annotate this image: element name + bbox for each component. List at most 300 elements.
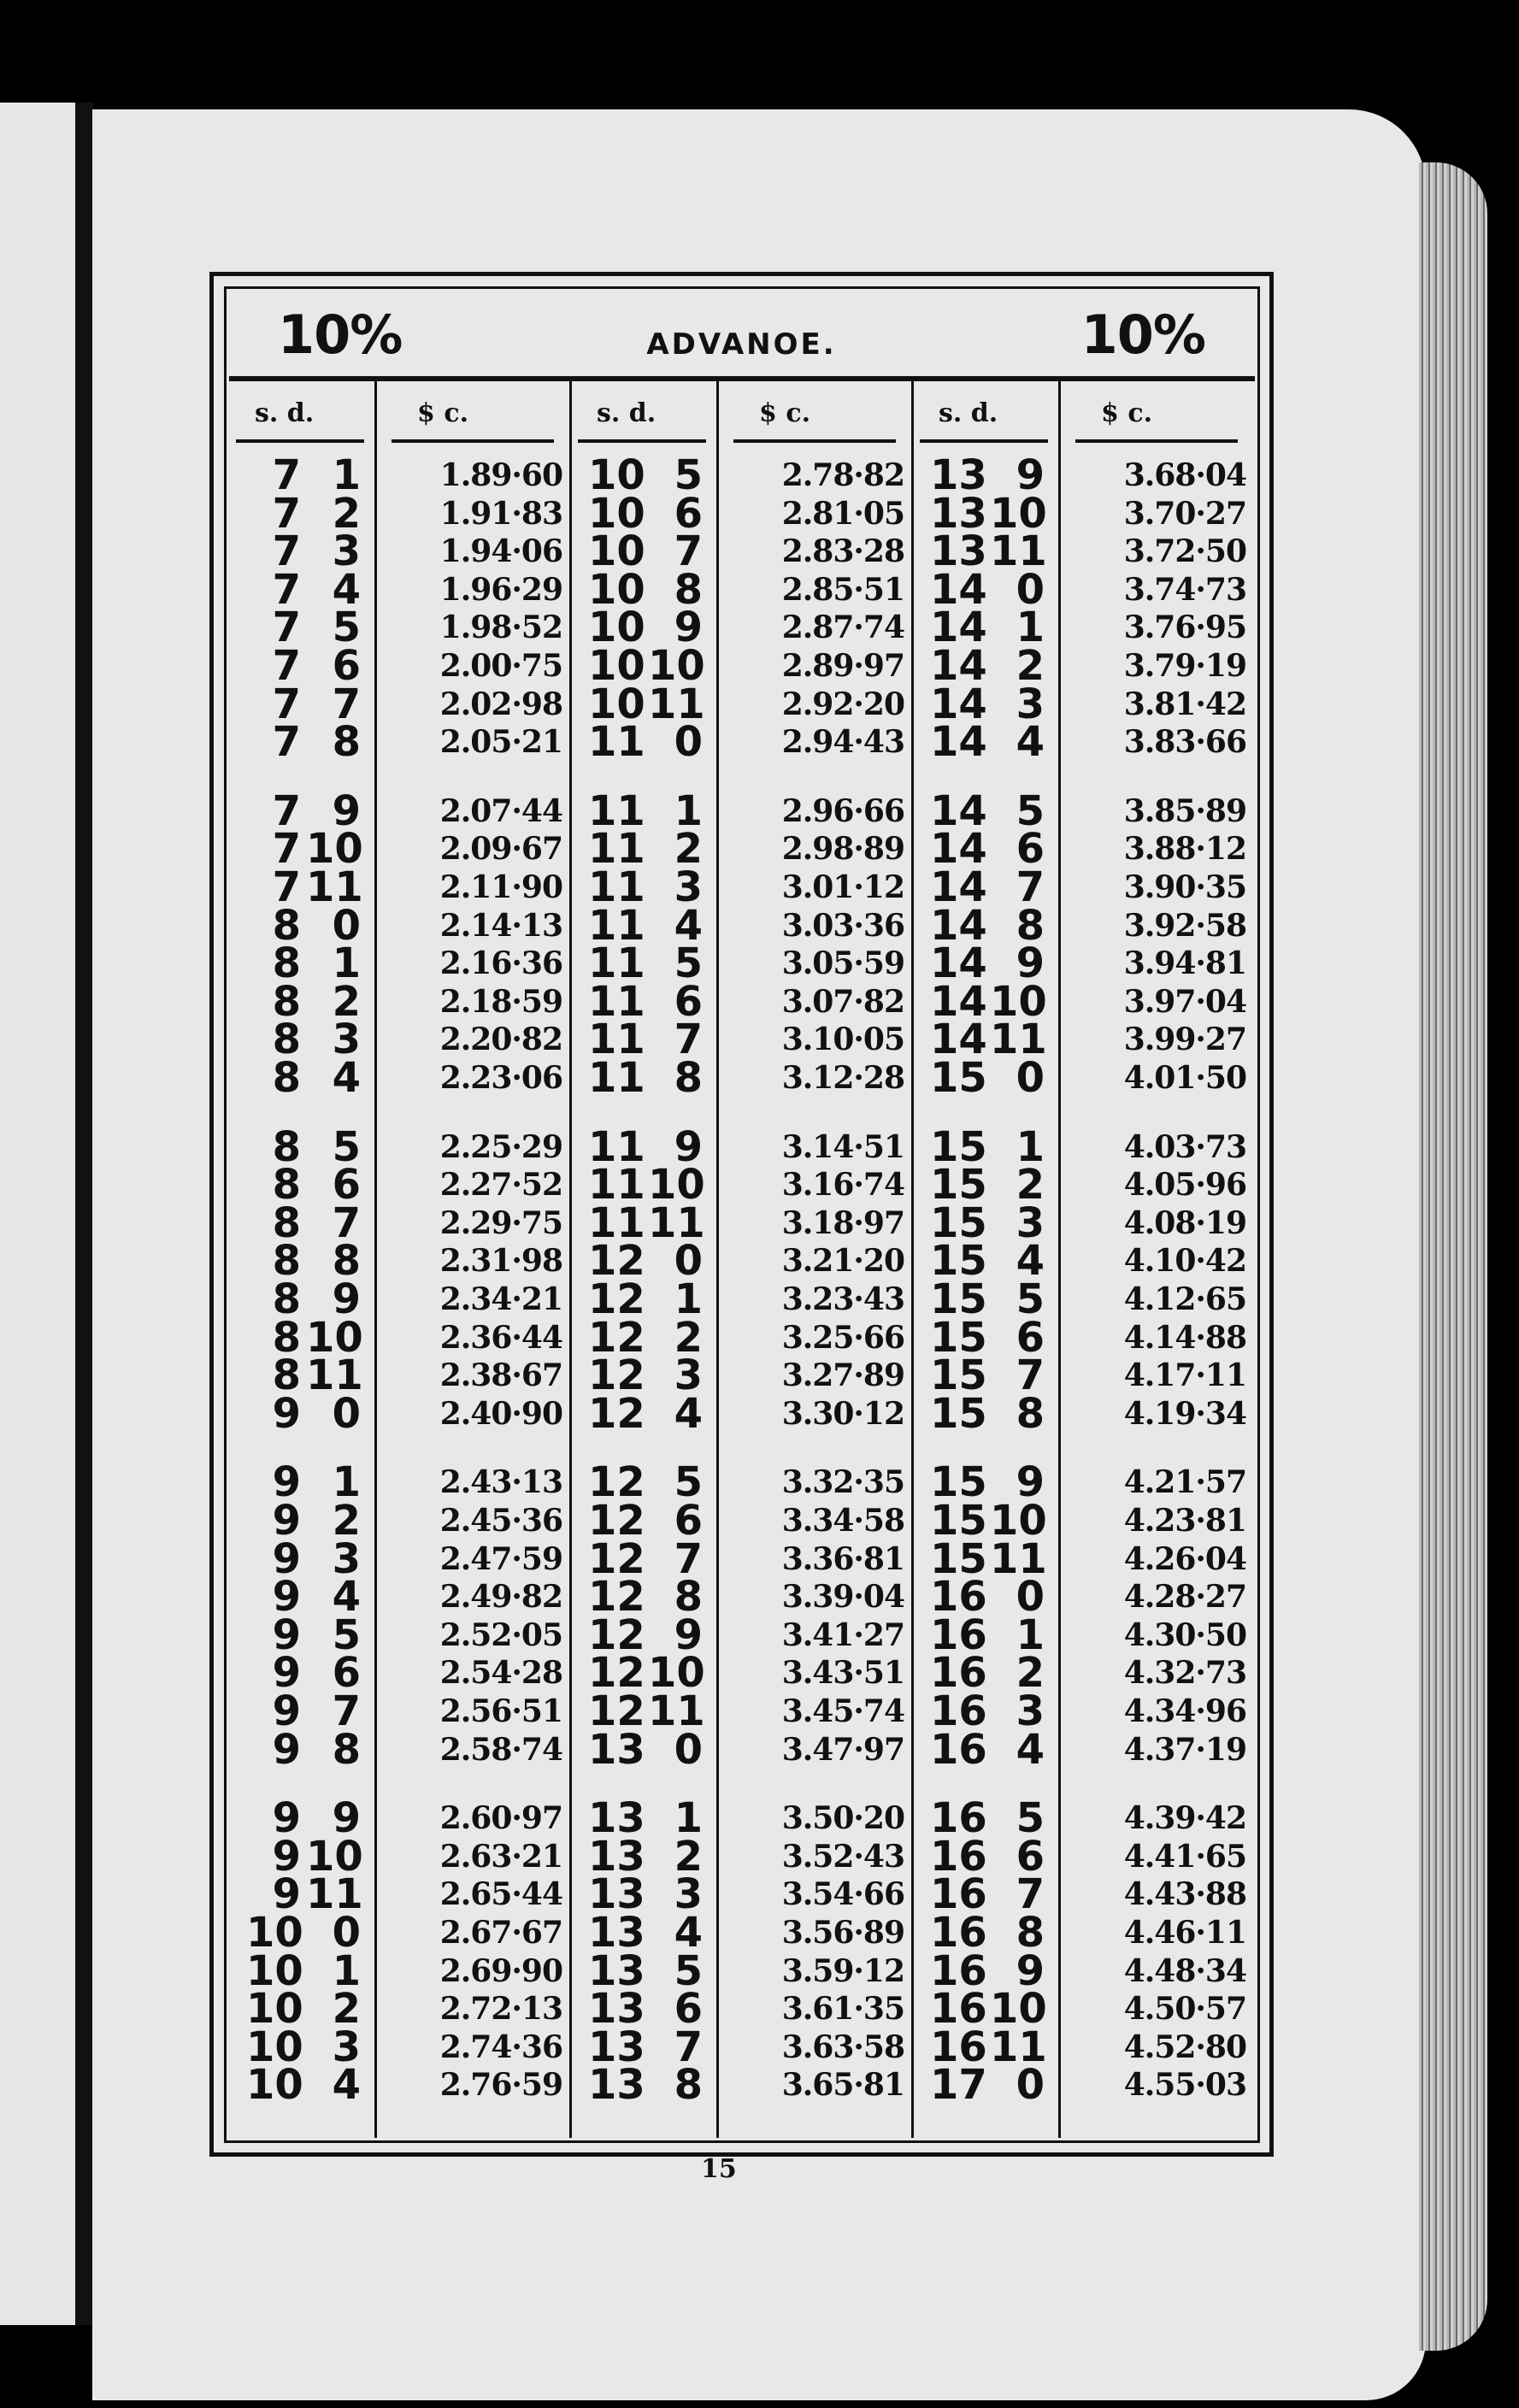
pence-cell: 6 — [1016, 1832, 1045, 1881]
table-row — [229, 939, 1255, 988]
header-rule — [392, 439, 554, 443]
table-row — [229, 1389, 1255, 1438]
pence-cell: 8 — [674, 2061, 703, 2110]
dollars-cents-cell: 2.36·44 — [439, 1319, 562, 1356]
dollars-cents-cell: 4.50·57 — [1123, 1991, 1246, 2028]
pence-cell: 6 — [332, 1649, 361, 1698]
shillings-cell: 7 — [272, 718, 301, 767]
pence-cell: 11 — [990, 527, 1047, 576]
pence-cell: 4 — [674, 1909, 703, 1957]
left-page-edge — [0, 103, 75, 2325]
pence-cell: 3 — [1016, 1687, 1045, 1735]
pence-cell: 3 — [674, 1351, 703, 1400]
table-row — [229, 1351, 1255, 1400]
shillings-cell: 7 — [272, 451, 301, 499]
pence-cell: 8 — [332, 1725, 361, 1774]
dollars-cents-cell: 3.01·12 — [781, 869, 904, 905]
table-row — [229, 1946, 1255, 1995]
pence-cell: 4 — [674, 1389, 703, 1438]
dollars-cents-cell: 3.34·58 — [781, 1503, 904, 1539]
dollars-cents-cell: 3.72·50 — [1123, 533, 1246, 570]
pence-cell: 7 — [674, 527, 703, 576]
shillings-cell: 11 — [588, 1054, 645, 1102]
dollars-cents-cell: 2.63·21 — [439, 1838, 562, 1875]
dollars-cents-cell: 2.60·97 — [439, 1800, 562, 1837]
dollars-cents-cell: 4.41·65 — [1123, 1838, 1246, 1875]
pence-cell: 1 — [674, 1275, 703, 1323]
shillings-cell: 13 — [588, 1946, 645, 1995]
dollars-cents-cell: 1.89·60 — [439, 457, 562, 493]
dollars-cents-cell: 3.25·66 — [781, 1319, 904, 1356]
dollars-cents-cell: 3.16·74 — [781, 1167, 904, 1204]
pence-cell: 4 — [332, 565, 361, 614]
dollars-cents-cell: 4.01·50 — [1123, 1060, 1246, 1096]
dollars-cents-cell: 2.92·20 — [781, 686, 904, 722]
pence-cell: 5 — [1016, 786, 1045, 835]
table-row — [229, 1054, 1255, 1102]
shillings-cell: 10 — [246, 1909, 303, 1957]
shillings-cell: 7 — [272, 825, 301, 874]
shillings-cell: 8 — [272, 1054, 301, 1102]
pence-cell: 3 — [332, 1534, 361, 1583]
header-dollars-cents: $ c. — [417, 398, 469, 428]
pence-cell: 6 — [1016, 1313, 1045, 1362]
dollars-cents-cell: 4.37·19 — [1123, 1731, 1246, 1768]
dollars-cents-cell: 3.92·58 — [1123, 907, 1246, 944]
table-row — [229, 1832, 1255, 1881]
table-row — [229, 977, 1255, 1026]
pence-cell: 8 — [1016, 1909, 1045, 1957]
pence-cell: 2 — [674, 825, 703, 874]
dollars-cents-cell: 3.94·81 — [1123, 945, 1246, 982]
pence-cell: 9 — [1016, 939, 1045, 988]
pence-cell: 7 — [674, 2022, 703, 2071]
pence-cell: 10 — [990, 1985, 1047, 2034]
dollars-cents-cell: 3.59·12 — [781, 1952, 904, 1989]
pence-cell: 5 — [674, 451, 703, 499]
table-row — [229, 1161, 1255, 1210]
dollars-cents-cell: 4.17·11 — [1123, 1357, 1246, 1394]
shillings-cell: 10 — [588, 680, 645, 728]
pence-cell: 4 — [332, 1573, 361, 1622]
shillings-cell: 12 — [588, 1351, 645, 1400]
dollars-cents-cell: 1.98·52 — [439, 609, 562, 646]
dollars-cents-cell: 3.83·66 — [1123, 724, 1246, 761]
shillings-cell: 16 — [930, 1725, 987, 1774]
table-row — [229, 1275, 1255, 1323]
pence-cell: 1 — [674, 1794, 703, 1843]
dollars-cents-cell: 4.26·04 — [1123, 1540, 1246, 1577]
header-dollars-cents: $ c. — [1101, 398, 1153, 428]
shillings-cell: 15 — [930, 1198, 987, 1247]
pence-cell: 11 — [990, 1534, 1047, 1583]
pence-cell: 6 — [1016, 825, 1045, 874]
shillings-cell: 11 — [588, 1016, 645, 1064]
dollars-cents-cell: 2.05·21 — [439, 724, 562, 761]
pence-cell: 6 — [674, 977, 703, 1026]
shillings-cell: 15 — [930, 1389, 987, 1438]
shillings-cell: 14 — [930, 977, 987, 1026]
dollars-cents-cell: 3.52·43 — [781, 1838, 904, 1875]
dollars-cents-cell: 2.81·05 — [781, 495, 904, 532]
dollars-cents-cell: 2.20·82 — [439, 1021, 562, 1058]
dollars-cents-cell: 3.61·35 — [781, 1991, 904, 2028]
pence-cell: 11 — [648, 680, 705, 728]
shillings-cell: 8 — [272, 1351, 301, 1400]
shillings-cell: 11 — [588, 939, 645, 988]
pence-cell: 1 — [332, 451, 361, 499]
dollars-cents-cell: 2.00·75 — [439, 648, 562, 684]
pence-cell: 3 — [332, 1016, 361, 1064]
shillings-cell: 9 — [272, 1725, 301, 1774]
pence-cell: 8 — [674, 565, 703, 614]
shillings-cell: 9 — [272, 1497, 301, 1545]
dollars-cents-cell: 4.28·27 — [1123, 1579, 1246, 1616]
dollars-cents-cell: 2.16·36 — [439, 945, 562, 982]
pence-cell: 6 — [674, 1497, 703, 1545]
dollars-cents-cell: 3.27·89 — [781, 1357, 904, 1394]
dollars-cents-cell: 4.23·81 — [1123, 1503, 1246, 1539]
shillings-cell: 8 — [272, 1313, 301, 1362]
shillings-cell: 7 — [272, 489, 301, 538]
shillings-cell: 8 — [272, 1237, 301, 1286]
pence-cell: 6 — [674, 1985, 703, 2034]
shillings-cell: 9 — [272, 1534, 301, 1583]
shillings-cell: 13 — [588, 1725, 645, 1774]
pence-cell: 10 — [648, 642, 705, 690]
shillings-cell: 15 — [930, 1275, 987, 1323]
pence-cell: 8 — [1016, 901, 1045, 950]
pence-cell: 7 — [674, 1016, 703, 1064]
dollars-cents-cell: 2.72·13 — [439, 1991, 562, 2028]
shillings-cell: 12 — [588, 1610, 645, 1659]
header-rule — [920, 439, 1048, 443]
table-row — [229, 1534, 1255, 1583]
dollars-cents-cell: 3.81·42 — [1123, 686, 1246, 722]
dollars-cents-cell: 4.08·19 — [1123, 1204, 1246, 1241]
shillings-cell: 17 — [930, 2061, 987, 2110]
shillings-cell: 11 — [588, 977, 645, 1026]
dollars-cents-cell: 2.87·74 — [781, 609, 904, 646]
dollars-cents-cell: 3.30·12 — [781, 1395, 904, 1432]
dollars-cents-cell: 3.47·97 — [781, 1731, 904, 1768]
table-row — [229, 1497, 1255, 1545]
table-row — [229, 527, 1255, 576]
pence-cell: 9 — [332, 1794, 361, 1843]
shillings-cell: 10 — [588, 565, 645, 614]
pence-cell: 11 — [306, 863, 363, 911]
shillings-cell: 15 — [930, 1351, 987, 1400]
shillings-cell: 7 — [272, 680, 301, 728]
shillings-cell: 12 — [588, 1389, 645, 1438]
dollars-cents-cell: 3.43·51 — [781, 1655, 904, 1692]
pence-cell: 8 — [332, 718, 361, 767]
pence-cell: 10 — [990, 1497, 1047, 1545]
dollars-cents-cell: 3.50·20 — [781, 1800, 904, 1837]
shillings-cell: 9 — [272, 1794, 301, 1843]
table-row — [229, 2061, 1255, 2110]
dollars-cents-cell: 4.32·73 — [1123, 1655, 1246, 1692]
shillings-cell: 16 — [930, 1909, 987, 1957]
dollars-cents-cell: 2.49·82 — [439, 1579, 562, 1616]
dollars-cents-cell: 2.78·82 — [781, 457, 904, 493]
shillings-cell: 12 — [588, 1237, 645, 1286]
pence-cell: 7 — [674, 1534, 703, 1583]
shillings-cell: 15 — [930, 1313, 987, 1362]
pence-cell: 5 — [332, 1122, 361, 1171]
dollars-cents-cell: 2.23·06 — [439, 1060, 562, 1096]
shillings-cell: 13 — [588, 1832, 645, 1881]
table-row — [229, 1909, 1255, 1957]
shillings-cell: 11 — [588, 1198, 645, 1247]
shillings-cell: 13 — [588, 1794, 645, 1843]
pence-cell: 4 — [332, 1054, 361, 1102]
table-row — [229, 1198, 1255, 1247]
dollars-cents-cell: 2.14·13 — [439, 907, 562, 944]
dollars-cents-cell: 4.43·88 — [1123, 1876, 1246, 1913]
shillings-cell: 15 — [930, 1497, 987, 1545]
pence-cell: 9 — [1016, 451, 1045, 499]
shillings-cell: 16 — [930, 1985, 987, 2034]
dollars-cents-cell: 3.21·20 — [781, 1243, 904, 1280]
shillings-cell: 8 — [272, 1122, 301, 1171]
pence-cell: 6 — [674, 489, 703, 538]
dollars-cents-cell: 2.56·51 — [439, 1693, 562, 1729]
dollars-cents-cell: 1.96·29 — [439, 571, 562, 608]
pence-cell: 9 — [674, 603, 703, 652]
dollars-cents-cell: 2.07·44 — [439, 792, 562, 829]
pence-cell: 6 — [332, 1161, 361, 1210]
dollars-cents-cell: 2.76·59 — [439, 2067, 562, 2104]
dollars-cents-cell: 2.58·74 — [439, 1731, 562, 1768]
dollars-cents-cell: 1.94·06 — [439, 533, 562, 570]
table-row — [229, 1237, 1255, 1286]
conversion-table — [229, 381, 1255, 2138]
dollars-cents-cell: 4.03·73 — [1123, 1128, 1246, 1165]
pence-cell: 9 — [674, 1610, 703, 1659]
shillings-cell: 9 — [272, 1458, 301, 1507]
pence-cell: 11 — [306, 1351, 363, 1400]
dollars-cents-cell: 4.55·03 — [1123, 2067, 1246, 2104]
pence-cell: 9 — [332, 786, 361, 835]
dollars-cents-cell: 4.05·96 — [1123, 1167, 1246, 1204]
dollars-cents-cell: 4.48·34 — [1123, 1952, 1246, 1989]
table-row — [229, 642, 1255, 690]
pence-cell: 5 — [332, 603, 361, 652]
table-row — [229, 786, 1255, 835]
shillings-cell: 14 — [930, 603, 987, 652]
table-row — [229, 1313, 1255, 1362]
dollars-cents-cell: 3.79·19 — [1123, 648, 1246, 684]
pence-cell: 5 — [1016, 1275, 1045, 1323]
dollars-cents-cell: 4.34·96 — [1123, 1693, 1246, 1729]
page-edges — [1419, 162, 1487, 2351]
shillings-cell: 8 — [272, 901, 301, 950]
shillings-cell: 12 — [588, 1573, 645, 1622]
shillings-cell: 12 — [588, 1649, 645, 1698]
pence-cell: 11 — [306, 1870, 363, 1919]
pence-cell: 0 — [674, 718, 703, 767]
pence-cell: 1 — [332, 1946, 361, 1995]
header-shillings-pence: s. d. — [597, 398, 656, 428]
dollars-cents-cell: 3.99·27 — [1123, 1021, 1246, 1058]
shillings-cell: 7 — [272, 565, 301, 614]
pence-cell: 0 — [674, 1725, 703, 1774]
pence-cell: 3 — [674, 863, 703, 911]
pence-cell: 5 — [332, 1610, 361, 1659]
pence-cell: 7 — [332, 1198, 361, 1247]
pence-cell: 1 — [332, 939, 361, 988]
dollars-cents-cell: 3.76·95 — [1123, 609, 1246, 646]
dollars-cents-cell: 3.56·89 — [781, 1915, 904, 1951]
percent-right: 10% — [1080, 303, 1205, 366]
pence-cell: 8 — [674, 1573, 703, 1622]
shillings-cell: 12 — [588, 1313, 645, 1362]
shillings-cell: 10 — [588, 527, 645, 576]
dollars-cents-cell: 1.91·83 — [439, 495, 562, 532]
shillings-cell: 16 — [930, 1687, 987, 1735]
pence-cell: 9 — [1016, 1946, 1045, 1995]
pence-cell: 8 — [1016, 1389, 1045, 1438]
shillings-cell: 10 — [588, 489, 645, 538]
dollars-cents-cell: 2.38·67 — [439, 1357, 562, 1394]
pence-cell: 10 — [306, 825, 363, 874]
dollars-cents-cell: 3.65·81 — [781, 2067, 904, 2104]
shillings-cell: 8 — [272, 977, 301, 1026]
pence-cell: 5 — [674, 1946, 703, 1995]
pence-cell: 2 — [674, 1832, 703, 1881]
pence-cell: 0 — [332, 1909, 361, 1957]
shillings-cell: 15 — [930, 1237, 987, 1286]
pence-cell: 0 — [1016, 1054, 1045, 1102]
table-row — [229, 1573, 1255, 1622]
table-row — [229, 565, 1255, 614]
pence-cell: 5 — [1016, 1794, 1045, 1843]
shillings-cell: 10 — [246, 2061, 303, 2110]
shillings-cell: 9 — [272, 1832, 301, 1881]
table-row — [229, 901, 1255, 950]
pence-cell: 4 — [1016, 1237, 1045, 1286]
dollars-cents-cell: 3.41·27 — [781, 1616, 904, 1653]
pence-cell: 2 — [1016, 1161, 1045, 1210]
pence-cell: 1 — [1016, 1610, 1045, 1659]
pence-cell: 2 — [332, 489, 361, 538]
pence-cell: 10 — [990, 977, 1047, 1026]
pence-cell: 0 — [1016, 2061, 1045, 2110]
dollars-cents-cell: 3.54·66 — [781, 1876, 904, 1913]
pence-cell: 0 — [674, 1237, 703, 1286]
shillings-cell: 7 — [272, 527, 301, 576]
table-row — [229, 1687, 1255, 1735]
header-shillings-pence: s. d. — [939, 398, 998, 428]
shillings-cell: 7 — [272, 603, 301, 652]
dollars-cents-cell: 2.67·67 — [439, 1915, 562, 1951]
shillings-cell: 16 — [930, 1794, 987, 1843]
shillings-cell: 16 — [930, 1832, 987, 1881]
pence-cell: 3 — [1016, 680, 1045, 728]
header-shillings-pence: s. d. — [255, 398, 315, 428]
shillings-cell: 11 — [588, 901, 645, 950]
shillings-cell: 14 — [930, 901, 987, 950]
dollars-cents-cell: 3.90·35 — [1123, 869, 1246, 905]
pence-cell: 7 — [1016, 863, 1045, 911]
shillings-cell: 16 — [930, 1649, 987, 1698]
pence-cell: 10 — [648, 1161, 705, 1210]
shillings-cell: 10 — [246, 1946, 303, 1995]
book-spine — [75, 103, 94, 2325]
shillings-cell: 8 — [272, 1275, 301, 1323]
table-row — [229, 1794, 1255, 1843]
dollars-cents-cell: 3.03·36 — [781, 907, 904, 944]
pence-cell: 1 — [674, 786, 703, 835]
table-row — [229, 1870, 1255, 1919]
pence-cell: 7 — [1016, 1870, 1045, 1919]
dollars-cents-cell: 3.12·28 — [781, 1060, 904, 1096]
pence-cell: 11 — [990, 1016, 1047, 1064]
shillings-cell: 12 — [588, 1497, 645, 1545]
shillings-cell: 15 — [930, 1054, 987, 1102]
shillings-cell: 14 — [930, 680, 987, 728]
shillings-cell: 9 — [272, 1573, 301, 1622]
shillings-cell: 8 — [272, 1161, 301, 1210]
shillings-cell: 12 — [588, 1687, 645, 1735]
dollars-cents-cell: 3.05·59 — [781, 945, 904, 982]
shillings-cell: 16 — [930, 1573, 987, 1622]
shillings-cell: 16 — [930, 1870, 987, 1919]
pence-cell: 3 — [674, 1870, 703, 1919]
shillings-cell: 14 — [930, 863, 987, 911]
dollars-cents-cell: 3.88·12 — [1123, 831, 1246, 868]
dollars-cents-cell: 2.45·36 — [439, 1503, 562, 1539]
shillings-cell: 10 — [588, 603, 645, 652]
pence-cell: 2 — [332, 977, 361, 1026]
table-row — [229, 489, 1255, 538]
dollars-cents-cell: 3.07·82 — [781, 983, 904, 1020]
pence-cell: 4 — [674, 901, 703, 950]
percent-left: 10% — [278, 303, 403, 366]
dollars-cents-cell: 4.52·80 — [1123, 2028, 1246, 2065]
shillings-cell: 16 — [930, 2022, 987, 2071]
dollars-cents-cell: 3.68·04 — [1123, 457, 1246, 493]
table-row — [229, 718, 1255, 767]
pence-cell: 7 — [332, 680, 361, 728]
shillings-cell: 16 — [930, 1946, 987, 1995]
dollars-cents-cell: 2.74·36 — [439, 2028, 562, 2065]
table-row — [229, 825, 1255, 874]
pence-cell: 9 — [674, 1122, 703, 1171]
shillings-cell: 13 — [588, 2022, 645, 2071]
dollars-cents-cell: 2.54·28 — [439, 1655, 562, 1692]
pence-cell: 11 — [648, 1198, 705, 1247]
shillings-cell: 13 — [588, 1985, 645, 2034]
dollars-cents-cell: 3.36·81 — [781, 1540, 904, 1577]
dollars-cents-cell: 2.52·05 — [439, 1616, 562, 1653]
shillings-cell: 12 — [588, 1275, 645, 1323]
pence-cell: 2 — [332, 1497, 361, 1545]
shillings-cell: 8 — [272, 1198, 301, 1247]
dollars-cents-cell: 2.09·67 — [439, 831, 562, 868]
shillings-cell: 11 — [588, 1122, 645, 1171]
shillings-cell: 15 — [930, 1534, 987, 1583]
shillings-cell: 13 — [588, 1870, 645, 1919]
shillings-cell: 12 — [588, 1534, 645, 1583]
header-rule — [733, 439, 896, 443]
pence-cell: 0 — [1016, 1573, 1045, 1622]
pence-cell: 2 — [1016, 1649, 1045, 1698]
table-row — [229, 1610, 1255, 1659]
pence-cell: 1 — [1016, 603, 1045, 652]
shillings-cell: 9 — [272, 1610, 301, 1659]
